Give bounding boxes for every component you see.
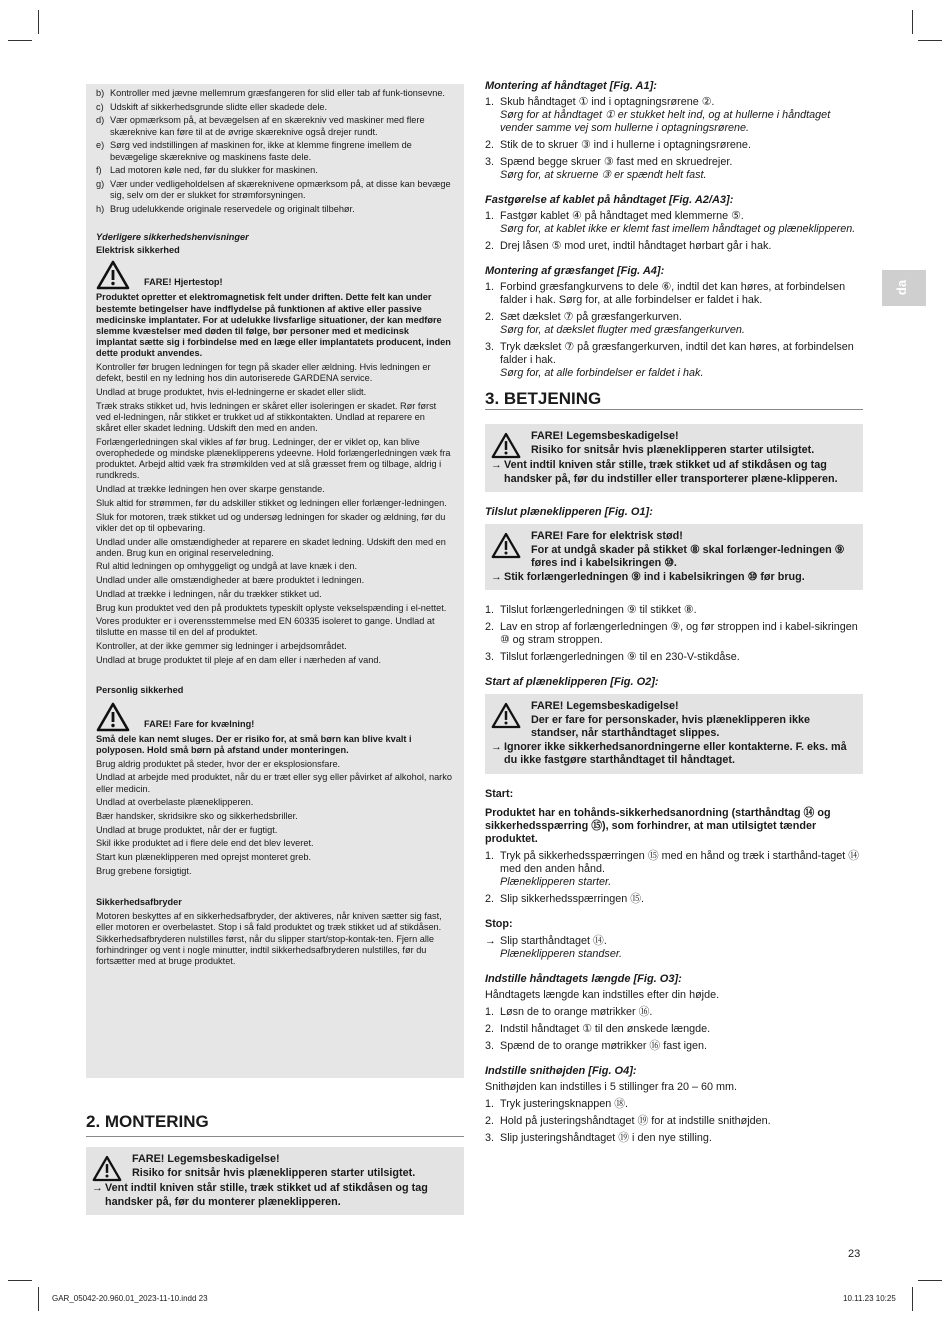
paragraph: Start kun plæneklipperen med oprejst monteret greb. [96, 852, 312, 863]
electric-warning [96, 260, 452, 290]
step-body [500, 1040, 863, 1053]
paragraph: Brug kun produktet ved den på produktets typeskilt oplyste vekselspænding i el-nettet. [96, 602, 447, 613]
crop-mark [918, 1280, 942, 1281]
montering-section [86, 1108, 464, 1229]
step-item [485, 604, 863, 617]
item-text: Sørg ved indstillingen af maskinen for, ikke at klemme fingrene imellem de bevægelige skæreknive og maskinens faste dele. [110, 140, 412, 162]
language-tab [882, 270, 926, 306]
step-body [500, 621, 863, 647]
step-number: 1. [485, 1097, 495, 1110]
stop-note: Plæneklipperen standser. [500, 947, 623, 960]
warning-triangle-icon [92, 1155, 122, 1182]
item-text: Lad motoren køle ned, før du slukker for maskinen. [110, 165, 318, 176]
warning-title: FARE! Legemsbeskadigelse! [132, 1153, 280, 1165]
personal-paragraphs [96, 759, 452, 877]
paragraph: Rul altid ledningen op omhyggeligt og undgå at lave knæk i den. [96, 561, 358, 572]
electric-warning-title: FARE! Hjertestop! [144, 277, 223, 288]
list-item [96, 102, 452, 113]
handle-heading: Montering af håndtaget [Fig. A1]: [485, 80, 657, 92]
crop-mark [918, 40, 942, 41]
list-item [96, 165, 452, 176]
arrow-right-icon: → [491, 459, 502, 471]
step-text: Sæt dækslet ⑦ på græsfangerkurven. [500, 311, 682, 323]
step-item [485, 850, 863, 889]
paragraph: Sluk for motoren, træk stikket ud og undersøg ledningen for skader og ældning, før du vikler det op til opbevaring. [96, 511, 446, 533]
cable-section [485, 194, 863, 253]
step-number: 1. [485, 604, 495, 616]
step-item [485, 96, 863, 135]
cable-heading: Fastgørelse af kablet på håndtaget [Fig. A2/A3]: [485, 194, 734, 206]
warning-line: Der er fare for personskader, hvis plæneklipperen ikke standser, når starthåndtaget slippes. [531, 713, 811, 739]
paragraph: Bær handsker, skridsikre sko og sikkerhedsbriller. [96, 810, 298, 821]
start-label: Start: [485, 787, 514, 800]
step-text: Indstil håndtaget ① til den ønskede længde. [500, 1022, 711, 1035]
handle-length-intro: Håndtagets længde kan indstilles efter din højde. [485, 988, 720, 1001]
item-letter: c) [96, 101, 104, 112]
item-letter: d) [96, 115, 105, 126]
warning-triangle-icon [96, 260, 130, 290]
crop-mark [8, 40, 32, 41]
warning-line: For at undgå skader på stikket ⑧ skal forlænger-ledningen ⑨ føres ind i kabelsikringen ⑩. [531, 543, 845, 569]
paragraph: Sluk altid for strømmen, før du adskiller stikket og ledningen eller forlænger-ledningen. [96, 497, 447, 508]
step-number: 2. [485, 240, 495, 252]
paragraph: Undlad at bruge produktet, hvis el-ledningerne er skadet eller slidt. [96, 387, 367, 398]
step-note: Sørg for, at dækslet flugter med græsfangerkurven. [500, 324, 745, 336]
paragraph: Skil ikke produktet ad i flere dele end det blev leveret. [96, 838, 314, 849]
step-body [500, 139, 863, 152]
warning-action: Vent indtil kniven står stille, træk stikket ud af stikdåsen og tag handsker på, før du monterer plæneklipperen. [105, 1182, 428, 1208]
step-number: 2. [485, 1114, 495, 1127]
step-note: Sørg for at håndtaget ① er stukket helt ind, og at hullerne i håndtaget vender samme vej som hullerne i optagningsrørene. [500, 109, 831, 134]
step-number: 3. [485, 1039, 495, 1052]
step-item [485, 281, 863, 307]
paragraph: Undlad at bruge produktet til pleje af en dam eller i nærheden af vand. [96, 654, 381, 665]
step-number: 2. [485, 311, 495, 323]
step-text: Tryk på sikkerhedsspærringen ⑮ med en hånd og træk i starthånd-taget ⑭ med den anden hånd. [500, 849, 860, 875]
footer-file: GAR_05042-20.960.01_2023-11-10.indd 23 [52, 1294, 208, 1303]
warning-title: FARE! Legemsbeskadigelse! [531, 430, 679, 442]
arrow-right-icon: → [491, 570, 502, 583]
cut-height-heading: Indstille snithøjden [Fig. O4]: [485, 1064, 637, 1077]
step-body [500, 1132, 863, 1145]
step-body [500, 240, 863, 253]
catcher-heading: Montering af græsfanget [Fig. A4]: [485, 265, 665, 277]
step-text: Tryk justeringsknappen ⑱. [500, 1097, 629, 1110]
step-body [500, 1023, 863, 1036]
step-item [485, 311, 863, 337]
paragraph: Undlad under alle omstændigheder at reparere en skadet ledning. Udskift den med en anden. Brug kun en original reserveledning. [96, 536, 446, 558]
step-text: Tilslut forlængerledningen ⑨ til en 230-V-stikdåse. [500, 651, 740, 663]
personal-heading: Personlig sikkerhed [96, 684, 184, 695]
step-text: Stik de to skruer ③ ind i hullerne i optagningsrørene. [500, 139, 751, 151]
step-text: Spænd de to orange møtrikker ⑯ fast igen. [500, 1039, 708, 1052]
paragraph: Undlad at overbelaste plæneklipperen. [96, 797, 254, 808]
step-text: Tilslut forlængerledningen ⑨ til stikket ⑧. [500, 604, 697, 616]
step-item [485, 651, 863, 664]
paragraph: Undlad under alle omstændigheder at bære produktet i ledningen. [96, 575, 365, 586]
step-text: Forbind græsfangkurvens to dele ⑥, indtil det kan høres, at forbindelsen falder i hak. Sørg for, at alle forbindelser er faldet i hak. [500, 281, 846, 306]
paragraph: Forlængerledningen skal vikles af før brug. Ledninger, der er viklet op, kan blive overophedede og mindske plæneklipperens ydeevne. Hold forlængerledningen væk fra produktet. Arbejd altid væk fra strømkilden ved at slå græsset frem og tilbage, aldrig i rundkreds. [96, 436, 451, 481]
stop-text: Slip starthåndtaget ⑭. [500, 934, 607, 947]
step-note: Sørg for, at skruerne ③ er spændt helt fast. [500, 169, 707, 181]
montering-heading: 2. MONTERING [86, 1112, 464, 1137]
step-number: 1. [485, 210, 495, 222]
crop-mark [8, 1280, 32, 1281]
safety-panel [86, 84, 464, 1078]
step-body [500, 1006, 863, 1019]
step-text: Løsn de to orange møtrikker ⑯. [500, 1005, 653, 1018]
step-text: Slip sikkerhedsspærringen ⑮. [500, 892, 645, 905]
handle-section [485, 80, 863, 182]
arrow-right-icon: → [92, 1182, 103, 1194]
item-letter: e) [96, 140, 105, 151]
step-item [485, 1132, 863, 1145]
handle-steps [485, 96, 863, 182]
step-body [500, 893, 863, 906]
step-text: Drej låsen ⑤ mod uret, indtil håndtaget hørbart går i hak. [500, 240, 772, 252]
step-body [500, 1098, 863, 1111]
step-note: Sørg for, at alle forbindelser er faldet i hak. [500, 367, 704, 379]
list-item [96, 115, 452, 137]
paragraph: Træk straks stikket ud, hvis ledningen er skåret eller isoleringen er skadet. Rør først ved el-ledningen, når stikket er trukket ud af stikkontakten. Undlad at reparere en skåret eller skadet ledning. Udskift den med en anden. [96, 400, 437, 434]
stop-label: Stop: [485, 917, 513, 930]
list-item [96, 204, 452, 215]
crop-mark [38, 1287, 39, 1311]
catcher-steps [485, 281, 863, 380]
connect-warning-box [485, 524, 863, 590]
warning-action: Vent indtil kniven står stille, træk stikket ud af stikdåsen og tag handsker på, før du indstiller eller transporterer plæne-klipperen. [504, 459, 838, 485]
cut-height-steps [485, 1098, 863, 1145]
warning-action: Ignorer ikke sikkerhedsanordningerne eller kontakterne. F. eks. må du ikke fastgøre starthåndtaget til håndtaget. [504, 740, 847, 766]
step-item [485, 1040, 863, 1053]
crop-mark [38, 10, 39, 34]
paragraph: Undlad at trække ledningen hen over skarpe genstande. [96, 484, 325, 495]
step-number: 2. [485, 892, 495, 905]
warning-action: Stik forlængerledningen ⑨ ind i kabelsikringen ⑩ før brug. [504, 570, 805, 583]
start-bold: Produktet har en tohånds-sikkerhedsanordning (starthåndtag ⑭ og sikkerhedsspærring ⑮), som forhindrer, at man utilsigtet tænder produktet. [485, 806, 831, 845]
step-body [500, 156, 863, 182]
item-letter: f) [96, 165, 102, 176]
crop-mark [912, 10, 913, 34]
arrow-right-icon: → [485, 934, 496, 947]
step-item [485, 1115, 863, 1128]
warning-title: FARE! Legemsbeskadigelse! [531, 700, 679, 712]
step-body [500, 604, 863, 617]
step-item [485, 1006, 863, 1019]
warning-triangle-icon [491, 532, 521, 559]
personal-warning [96, 702, 452, 732]
personal-warning-text: Små dele kan nemt sluges. Der er risiko for, at små børn kan blive kvalt i polyposen. Hold små børn på afstand under monteringen. [96, 733, 412, 755]
crop-mark [912, 1287, 913, 1311]
step-number: 1. [485, 849, 495, 862]
step-body [500, 281, 863, 307]
connect-heading: Tilslut plæneklipperen [Fig. O1]: [485, 506, 653, 518]
betjening-heading: 3. BETJENING [485, 392, 863, 410]
paragraph: Kontroller, at der ikke gemmer sig ledninger i arbejdsområdet. [96, 641, 347, 652]
paragraph: Kontroller før brugen ledningen for tegn på skader eller ældning. Hvis ledningen er defekt, bestil en ny ledning hos din autoriserede GARDENA service. [96, 362, 431, 384]
personal-warning-title: FARE! Fare for kvælning! [144, 718, 255, 729]
step-number: 1. [485, 1005, 495, 1018]
item-text: Vær opmærksom på, at bevægelsen af en skærekniv ved maskiner med flere skæreknive kan føre til at de øvrige skæreknive også drejer rundt. [110, 115, 425, 137]
instructions-column [485, 80, 863, 1149]
step-note: Sørg for, at kablet ikke er klemt fast imellem håndtaget og plæneklipperen. [500, 223, 856, 235]
step-number: 2. [485, 621, 495, 633]
paragraph: Brug aldrig produktet på steder, hvor der er eksplosionsfare. [96, 758, 341, 769]
step-body [500, 96, 863, 135]
item-text: Kontroller med jævne mellemrum græsfangeren for slid eller tab af funk-tionsevne. [110, 88, 445, 98]
item-text: Brug udelukkende originale reservedele og originalt tilbehør. [110, 203, 355, 214]
warning-line: Risiko for snitsår hvis plæneklipperen starter utilsigtet. [132, 1166, 416, 1179]
step-number: 1. [485, 281, 495, 293]
safety-list [96, 88, 452, 215]
start-heading: Start af plæneklipperen [Fig. O2]: [485, 676, 659, 688]
handle-length-steps [485, 1006, 863, 1053]
step-number: 3. [485, 156, 495, 168]
step-item [485, 621, 863, 647]
cut-height-intro: Snithøjden kan indstilles i 5 stillinger fra 20 – 60 mm. [485, 1080, 738, 1093]
stop-step [485, 935, 863, 961]
item-letter: g) [96, 178, 105, 189]
cable-steps [485, 210, 863, 253]
step-body [500, 311, 863, 337]
step-body [500, 1115, 863, 1128]
item-letter: h) [96, 203, 105, 214]
connect-steps [485, 604, 863, 664]
item-letter: b) [96, 88, 105, 98]
further-heading: Yderligere sikkerhedshenvisninger [96, 231, 249, 242]
list-item [96, 88, 452, 99]
step-number: 3. [485, 341, 495, 353]
paragraph: Brug grebene forsigtigt. [96, 865, 192, 876]
step-item [485, 341, 863, 380]
step-number: 3. [485, 651, 495, 663]
warning-title: FARE! Fare for elektrisk stød! [531, 530, 683, 542]
step-text: Spænd begge skruer ③ fast med en skruedrejer. [500, 156, 733, 168]
electric-warning-text: Produktet opretter et elektromagnetisk felt under driften. Dette felt kan under bestemte betingelser have indflydelse på funktionen af aktive eller passive medicinske implantater. For at udelukke livsfarlige situationer, der kan medføre slemme kvæstelser med døden til følge, bør personer med et medicinsk implantat sætte sig i forbindelse med en læge eller implantatets producent, inden dette produkt anvendes. [96, 292, 451, 359]
step-text: Lav en strop af forlængerledningen ⑨, og før stroppen ind i kabel-sikringen ⑩ og stram stroppen. [500, 621, 858, 646]
step-number: 2. [485, 139, 495, 151]
step-item [485, 893, 863, 906]
start-warning-box [485, 694, 863, 774]
step-text: Fastgør kablet ④ på håndtaget med klemmerne ⑤. [500, 210, 744, 222]
betjening-warning-box [485, 424, 863, 492]
footer-date: 10.11.23 10:25 [843, 1294, 896, 1303]
step-text: Tryk dækslet ⑦ på græsfangerkurven, indtil det kan høres, at forbindelsen falder i hak. [500, 341, 854, 366]
step-item [485, 156, 863, 182]
paragraph: Vores produkter er i overensstemmelse med EN 60335 isoleret to gange. Undlad at tilslutte en masse til en del af produktet. [96, 616, 435, 638]
breaker-heading: Sikkerhedsafbryder [96, 897, 182, 908]
electric-paragraphs [96, 362, 452, 666]
paragraph: Undlad at trække i ledningen, når du trækker stikket ud. [96, 588, 322, 599]
step-body [500, 850, 863, 889]
step-body [500, 651, 863, 664]
step-item [485, 1023, 863, 1036]
page-number: 23 [848, 1248, 861, 1260]
paragraph: Undlad at bruge produktet, når der er fugtigt. [96, 824, 278, 835]
step-item [485, 210, 863, 236]
paragraph: Undlad at arbejde med produktet, når du er træt eller syg eller påvirket af alkohol, narko eller medicin. [96, 772, 452, 794]
step-item [485, 1098, 863, 1111]
step-body [500, 341, 863, 380]
warning-triangle-icon [96, 702, 130, 732]
breaker-text: Motoren beskyttes af en sikkerhedsafbryder, der aktiveres, når kniven sætter sig fast, eller motoren er overbelastet. Stop i så fald produktet og træk stikket ud af stikdåsen. Sikkerhedsafbryderen nulstilles først, når du slipper start/stop-kontak-ten. Fjern alle forhindringer og vent i nogle minutter, indtil sikkerhedsafbryderen nulstilles, før du fortsætter med at bruge produktet. [96, 911, 442, 966]
step-text: Slip justeringshåndtaget ⑲ i den nye stilling. [500, 1131, 712, 1144]
step-number: 3. [485, 1131, 495, 1144]
start-steps [485, 850, 863, 906]
handle-length-heading: Indstille håndtagets længde [Fig. O3]: [485, 972, 682, 985]
item-text: Vær under vedligeholdelsen af skæreknivene opmærksom på, at disse kan bevæge sig, selv om der er slukket for strømforsyningen. [110, 178, 451, 201]
warning-triangle-icon [491, 432, 521, 459]
warning-line: Risiko for snitsår hvis plæneklipperen starter utilsigtet. [531, 443, 815, 456]
list-item [96, 179, 452, 201]
step-text: Skub håndtaget ① ind i optagningsrørene ②. [500, 96, 715, 108]
step-note: Plæneklipperen starter. [500, 875, 612, 888]
montering-warning-box [86, 1147, 464, 1215]
list-item [96, 140, 452, 162]
language-code: da [894, 279, 910, 296]
step-item [485, 240, 863, 253]
electric-heading: Elektrisk sikkerhed [96, 245, 180, 256]
step-item [485, 139, 863, 152]
catcher-section [485, 265, 863, 380]
warning-triangle-icon [491, 702, 521, 729]
arrow-right-icon: → [491, 740, 502, 753]
step-number: 2. [485, 1022, 495, 1035]
step-body [500, 210, 863, 236]
step-text: Hold på justeringshåndtaget ⑲ for at indstille snithøjden. [500, 1114, 771, 1127]
item-text: Udskift af sikkerhedsgrunde slidte eller skadede dele. [110, 101, 328, 112]
step-number: 1. [485, 96, 495, 108]
